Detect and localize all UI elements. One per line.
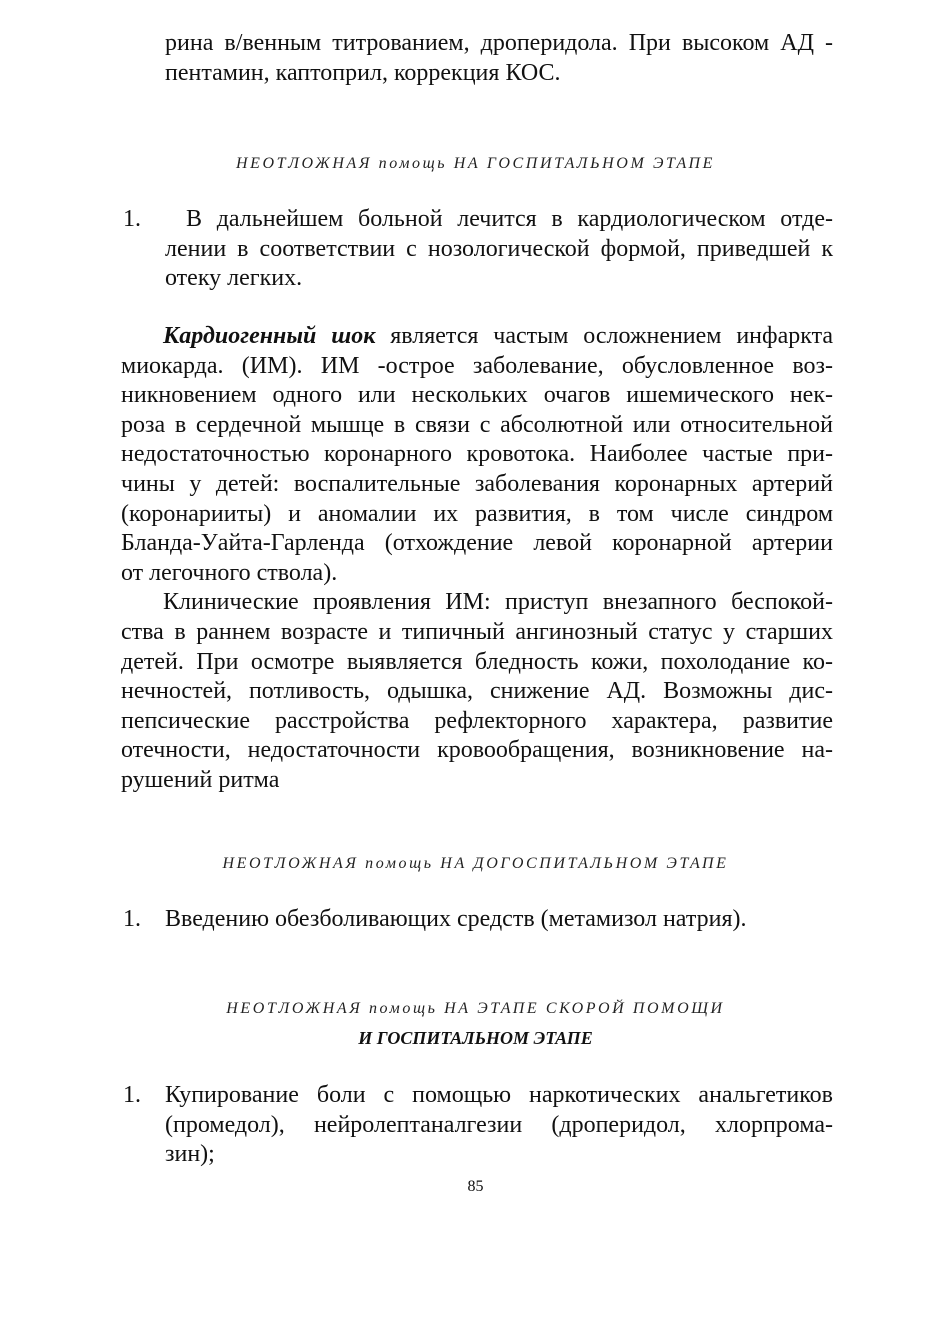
text-line: миокарда. (ИМ). ИМ -острое заболевание, обусловленное воз- xyxy=(121,352,833,379)
text-line xyxy=(165,205,833,235)
text-line: отеку легких. xyxy=(165,265,303,292)
text-line: роза в сердечной мышце в связи с абсолютной или относительной xyxy=(121,411,833,438)
list-number: 1. xyxy=(123,1082,141,1108)
text-line: нечностей, потливость, одышка, снижение АД. Возможны дис- xyxy=(121,678,833,705)
text-line-content: является частым осложнением инфаркта xyxy=(375,323,833,349)
list-number: 1. xyxy=(123,906,141,932)
text-line: недостаточностью коронарного кровотока. Наиболее частые при- xyxy=(121,441,833,468)
text-line: Бланда-Уайта-Гарленда (отхождение левой коронарной артерии xyxy=(121,530,833,557)
top-paragraph xyxy=(165,29,833,88)
text-line: ства в раннем возрасте и типичный ангинозный статус у старших xyxy=(121,618,833,645)
text-line: от легочного ствола). xyxy=(121,559,338,586)
text-line: детей. При осмотре выявляется бледность кожи, похолодание ко- xyxy=(121,648,833,675)
page-number: 85 xyxy=(467,1178,484,1195)
text-line: чины у детей: воспалительные заболевания коронарных артерий xyxy=(121,470,833,497)
list-item-ambulance xyxy=(165,1081,833,1170)
text-line: пентамин, каптоприл, коррекция КОС. xyxy=(165,59,561,86)
section-heading-prehospital: НЕОТЛОЖНАЯ помощь НА ДОГОСПИТАЛЬНОМ ЭТАПЕ xyxy=(222,855,729,872)
section-heading-hospital: НЕОТЛОЖНАЯ помощь НА ГОСПИТАЛЬНОМ ЭТАПЕ xyxy=(235,155,716,172)
section-heading-ambulance-line2: И ГОСПИТАЛЬНОМ ЭТАПЕ xyxy=(358,1028,593,1048)
text-line: (промедол), нейролептаналгезии (дроперидол, хлорпрома- xyxy=(165,1111,833,1138)
shock-paragraph xyxy=(121,322,833,796)
list-number: 1. xyxy=(123,206,141,232)
text-line: (коронарииты) и аномалии их развития, в том числе синдром xyxy=(121,500,833,527)
text-line: рушений ритма xyxy=(121,766,280,793)
text-line-content: В дальнейшем больной лечится в кардиологическом отде- xyxy=(186,206,833,232)
term-cardiogenic-shock: Кардиогенный шок xyxy=(163,323,376,349)
text-line-content: Клинические проявления ИМ: приступ внезапного беспокой- xyxy=(163,589,833,616)
text-line: Введению обезболивающих средств (метамизол натрия). xyxy=(165,906,747,932)
section-heading-ambulance: НЕОТЛОЖНАЯ помощь НА ЭТАПЕ СКОРОЙ ПОМОЩИ xyxy=(226,1000,725,1017)
text-line: пепсические расстройства рефлекторного характера, развитие xyxy=(121,707,833,734)
text-line xyxy=(121,322,833,352)
list-item-hospital xyxy=(165,205,833,294)
text-line: Купирование боли с помощью наркотических анальгетиков xyxy=(165,1082,833,1108)
list-item-prehospital xyxy=(165,905,833,935)
text-line: отечности, недостаточности кровообращения, возникновение на- xyxy=(121,737,833,764)
text-line: рина в/венным титрованием, дроперидола. При высоком АД - xyxy=(165,30,833,56)
text-line: зин); xyxy=(165,1141,215,1168)
text-line: никновением одного или нескольких очагов ишемического нек- xyxy=(121,382,833,409)
text-line xyxy=(121,588,833,618)
text-line: лении в соответствии с нозологической формой, приведшей к xyxy=(165,235,833,262)
